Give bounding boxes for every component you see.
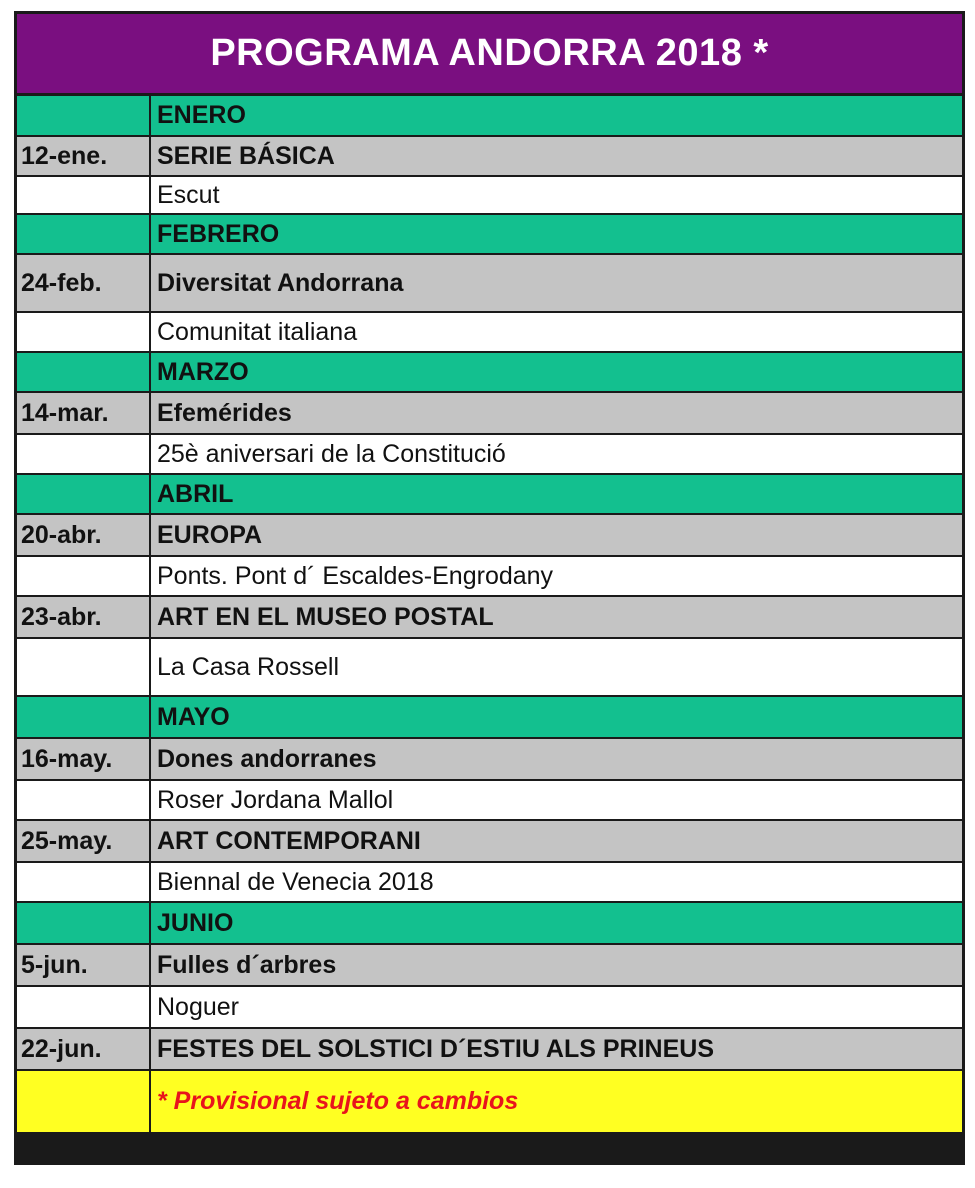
page-title: PROGRAMA ANDORRA 2018 *	[17, 14, 962, 96]
detail-row	[17, 556, 962, 596]
event-detail: Comunitat italiana	[150, 312, 962, 352]
date-cell	[17, 986, 150, 1028]
date-cell	[17, 352, 150, 392]
event-title: ART EN EL MUSEO POSTAL	[150, 596, 962, 638]
detail-row	[17, 638, 962, 696]
date-cell: 22-jun.	[17, 1028, 150, 1070]
month-label: ABRIL	[150, 474, 962, 514]
event-row	[17, 820, 962, 862]
event-title: FESTES DEL SOLSTICI D´ESTIU ALS PRINEUS	[150, 1028, 962, 1070]
month-row	[17, 214, 962, 254]
date-cell	[17, 696, 150, 738]
date-cell	[17, 434, 150, 474]
month-row	[17, 352, 962, 392]
detail-row	[17, 176, 962, 214]
program-rows	[17, 96, 962, 1132]
date-cell: 25-may.	[17, 820, 150, 862]
date-cell: 16-may.	[17, 738, 150, 780]
month-row	[17, 902, 962, 944]
date-cell	[17, 312, 150, 352]
event-row	[17, 738, 962, 780]
date-cell	[17, 638, 150, 696]
detail-row	[17, 780, 962, 820]
month-label: FEBRERO	[150, 214, 962, 254]
date-cell	[17, 1070, 150, 1132]
month-label: JUNIO	[150, 902, 962, 944]
date-cell	[17, 96, 150, 136]
month-label: ENERO	[150, 96, 962, 136]
month-row	[17, 96, 962, 136]
date-cell	[17, 214, 150, 254]
event-row	[17, 136, 962, 176]
date-cell: 14-mar.	[17, 392, 150, 434]
month-label: MARZO	[150, 352, 962, 392]
date-cell: 12-ene.	[17, 136, 150, 176]
event-detail: Roser Jordana Mallol	[150, 780, 962, 820]
date-cell	[17, 474, 150, 514]
event-detail: Noguer	[150, 986, 962, 1028]
event-row	[17, 514, 962, 556]
event-row	[17, 392, 962, 434]
month-label: MAYO	[150, 696, 962, 738]
month-row	[17, 474, 962, 514]
program-table-frame	[14, 11, 965, 1165]
event-row	[17, 254, 962, 312]
event-title: SERIE BÁSICA	[150, 136, 962, 176]
event-row	[17, 596, 962, 638]
detail-row	[17, 312, 962, 352]
event-title: Dones andorranes	[150, 738, 962, 780]
event-detail: Ponts. Pont d´ Escaldes-Engrodany	[150, 556, 962, 596]
event-row	[17, 1028, 962, 1070]
event-title: Efemérides	[150, 392, 962, 434]
detail-row	[17, 986, 962, 1028]
date-cell	[17, 902, 150, 944]
event-detail: 25è aniversari de la Constitució	[150, 434, 962, 474]
event-row	[17, 944, 962, 986]
note-row	[17, 1070, 962, 1132]
event-title: ART CONTEMPORANI	[150, 820, 962, 862]
date-cell: 24-feb.	[17, 254, 150, 312]
event-title: EUROPA	[150, 514, 962, 556]
event-detail: La Casa Rossell	[150, 638, 962, 696]
date-cell: 20-abr.	[17, 514, 150, 556]
event-title: Diversitat Andorrana	[150, 254, 962, 312]
program-table	[17, 96, 962, 1132]
date-cell: 5-jun.	[17, 944, 150, 986]
date-cell	[17, 176, 150, 214]
date-cell	[17, 862, 150, 902]
detail-row	[17, 862, 962, 902]
detail-row	[17, 434, 962, 474]
date-cell	[17, 556, 150, 596]
event-detail: Escut	[150, 176, 962, 214]
event-detail: Biennal de Venecia 2018	[150, 862, 962, 902]
date-cell: 23-abr.	[17, 596, 150, 638]
date-cell	[17, 780, 150, 820]
provisional-note: * Provisional sujeto a cambios	[150, 1070, 962, 1132]
event-title: Fulles d´arbres	[150, 944, 962, 986]
month-row	[17, 696, 962, 738]
